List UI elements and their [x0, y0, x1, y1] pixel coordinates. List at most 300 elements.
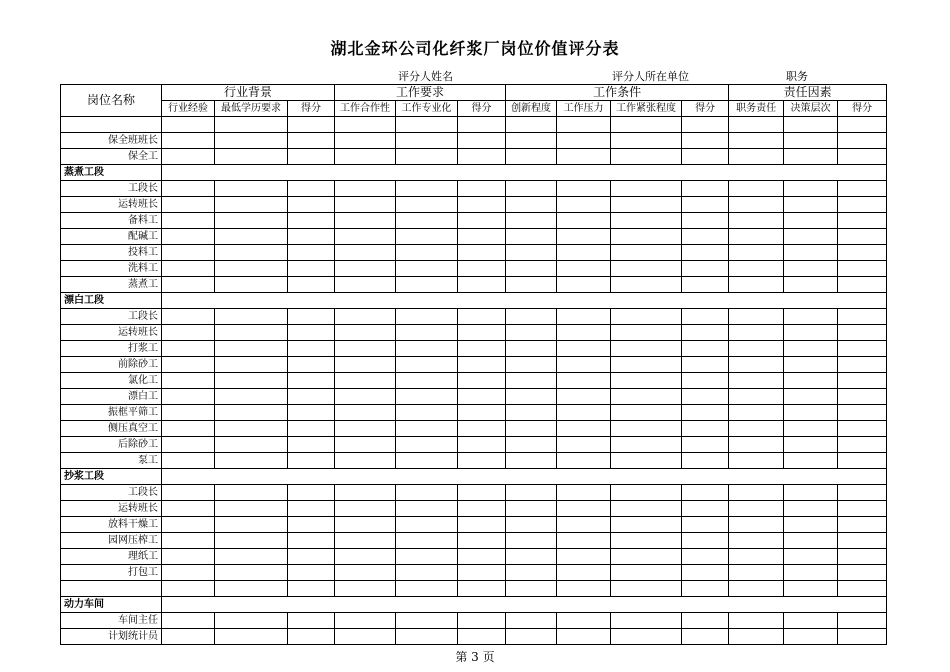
score-cell[interactable] [396, 133, 458, 149]
score-cell[interactable] [215, 341, 288, 357]
score-cell[interactable] [506, 213, 557, 229]
score-cell[interactable] [611, 533, 682, 549]
score-cell[interactable] [682, 357, 729, 373]
score-cell[interactable] [458, 213, 506, 229]
score-cell[interactable] [611, 405, 682, 421]
score-cell[interactable] [557, 581, 611, 597]
score-cell[interactable] [335, 533, 396, 549]
score-cell[interactable] [784, 453, 838, 469]
score-cell[interactable] [215, 277, 288, 293]
score-cell[interactable] [396, 261, 458, 277]
score-cell[interactable] [288, 213, 335, 229]
score-cell[interactable] [784, 181, 838, 197]
score-cell[interactable] [611, 517, 682, 533]
score-cell[interactable] [335, 629, 396, 645]
score-cell[interactable] [506, 485, 557, 501]
score-cell[interactable] [682, 437, 729, 453]
score-cell[interactable] [611, 453, 682, 469]
score-cell[interactable] [162, 629, 215, 645]
score-cell[interactable] [288, 149, 335, 165]
score-cell[interactable] [557, 485, 611, 501]
score-cell[interactable] [557, 613, 611, 629]
score-cell[interactable] [215, 245, 288, 261]
score-cell[interactable] [335, 341, 396, 357]
score-cell[interactable] [288, 325, 335, 341]
score-cell[interactable] [458, 421, 506, 437]
score-cell[interactable] [335, 485, 396, 501]
score-cell[interactable] [288, 421, 335, 437]
score-cell[interactable] [506, 581, 557, 597]
score-cell[interactable] [162, 197, 215, 213]
score-cell[interactable] [288, 565, 335, 581]
score-cell[interactable] [729, 421, 784, 437]
score-cell[interactable] [682, 453, 729, 469]
score-cell[interactable] [784, 245, 838, 261]
score-cell[interactable] [506, 261, 557, 277]
score-cell[interactable] [458, 197, 506, 213]
score-cell[interactable] [729, 309, 784, 325]
score-cell[interactable] [458, 405, 506, 421]
score-cell[interactable] [784, 325, 838, 341]
score-cell[interactable] [784, 229, 838, 245]
score-cell[interactable] [557, 421, 611, 437]
score-cell[interactable] [506, 517, 557, 533]
score-cell[interactable] [682, 213, 729, 229]
score-cell[interactable] [838, 309, 887, 325]
score-cell[interactable] [557, 133, 611, 149]
score-cell[interactable] [506, 389, 557, 405]
score-cell[interactable] [215, 565, 288, 581]
score-cell[interactable] [611, 485, 682, 501]
score-cell[interactable] [506, 565, 557, 581]
score-cell[interactable] [335, 581, 396, 597]
score-cell[interactable] [215, 581, 288, 597]
score-cell[interactable] [682, 197, 729, 213]
score-cell[interactable] [396, 117, 458, 133]
score-cell[interactable] [288, 341, 335, 357]
score-cell[interactable] [288, 613, 335, 629]
score-cell[interactable] [682, 133, 729, 149]
score-cell[interactable] [557, 453, 611, 469]
score-cell[interactable] [682, 325, 729, 341]
score-cell[interactable] [288, 501, 335, 517]
score-cell[interactable] [729, 405, 784, 421]
score-cell[interactable] [215, 117, 288, 133]
score-cell[interactable] [611, 565, 682, 581]
score-cell[interactable] [458, 261, 506, 277]
score-cell[interactable] [557, 309, 611, 325]
score-cell[interactable] [557, 325, 611, 341]
score-cell[interactable] [729, 277, 784, 293]
score-cell[interactable] [288, 261, 335, 277]
score-cell[interactable] [458, 277, 506, 293]
score-cell[interactable] [838, 405, 887, 421]
score-cell[interactable] [162, 181, 215, 197]
score-cell[interactable] [288, 117, 335, 133]
score-cell[interactable] [335, 405, 396, 421]
score-cell[interactable] [838, 485, 887, 501]
score-cell[interactable] [458, 309, 506, 325]
score-cell[interactable] [162, 437, 215, 453]
score-cell[interactable] [396, 277, 458, 293]
score-cell[interactable] [557, 389, 611, 405]
score-cell[interactable] [162, 549, 215, 565]
score-cell[interactable] [396, 245, 458, 261]
score-cell[interactable] [162, 213, 215, 229]
score-cell[interactable] [288, 229, 335, 245]
score-cell[interactable] [335, 149, 396, 165]
score-cell[interactable] [506, 277, 557, 293]
score-cell[interactable] [729, 197, 784, 213]
score-cell[interactable] [784, 565, 838, 581]
score-cell[interactable] [162, 613, 215, 629]
score-cell[interactable] [682, 373, 729, 389]
score-cell[interactable] [784, 501, 838, 517]
score-cell[interactable] [506, 133, 557, 149]
score-cell[interactable] [838, 181, 887, 197]
score-cell[interactable] [215, 453, 288, 469]
score-cell[interactable] [288, 373, 335, 389]
score-cell[interactable] [162, 565, 215, 581]
score-cell[interactable] [838, 389, 887, 405]
score-cell[interactable] [458, 453, 506, 469]
score-cell[interactable] [335, 325, 396, 341]
score-cell[interactable] [396, 389, 458, 405]
score-cell[interactable] [288, 197, 335, 213]
score-cell[interactable] [162, 325, 215, 341]
score-cell[interactable] [729, 181, 784, 197]
score-cell[interactable] [611, 581, 682, 597]
score-cell[interactable] [784, 405, 838, 421]
score-cell[interactable] [557, 341, 611, 357]
score-cell[interactable] [396, 357, 458, 373]
score-cell[interactable] [396, 341, 458, 357]
score-cell[interactable] [335, 437, 396, 453]
score-cell[interactable] [611, 277, 682, 293]
score-cell[interactable] [506, 245, 557, 261]
score-cell[interactable] [215, 213, 288, 229]
score-cell[interactable] [458, 341, 506, 357]
score-cell[interactable] [729, 501, 784, 517]
score-cell[interactable] [682, 549, 729, 565]
score-cell[interactable] [335, 565, 396, 581]
score-cell[interactable] [784, 277, 838, 293]
score-cell[interactable] [396, 405, 458, 421]
score-cell[interactable] [682, 149, 729, 165]
score-cell[interactable] [458, 133, 506, 149]
score-cell[interactable] [162, 373, 215, 389]
score-cell[interactable] [729, 517, 784, 533]
score-cell[interactable] [506, 453, 557, 469]
score-cell[interactable] [335, 213, 396, 229]
score-cell[interactable] [557, 533, 611, 549]
score-cell[interactable] [396, 309, 458, 325]
score-cell[interactable] [335, 453, 396, 469]
score-cell[interactable] [162, 421, 215, 437]
score-cell[interactable] [784, 613, 838, 629]
score-cell[interactable] [288, 357, 335, 373]
score-cell[interactable] [682, 245, 729, 261]
score-cell[interactable] [335, 373, 396, 389]
score-cell[interactable] [729, 485, 784, 501]
score-cell[interactable] [396, 581, 458, 597]
score-cell[interactable] [506, 149, 557, 165]
score-cell[interactable] [557, 117, 611, 133]
score-cell[interactable] [215, 437, 288, 453]
score-cell[interactable] [682, 181, 729, 197]
score-cell[interactable] [682, 501, 729, 517]
score-cell[interactable] [729, 261, 784, 277]
score-cell[interactable] [458, 613, 506, 629]
score-cell[interactable] [557, 629, 611, 645]
score-cell[interactable] [682, 309, 729, 325]
score-cell[interactable] [288, 405, 335, 421]
score-cell[interactable] [288, 517, 335, 533]
score-cell[interactable] [396, 421, 458, 437]
score-cell[interactable] [458, 517, 506, 533]
score-cell[interactable] [458, 533, 506, 549]
score-cell[interactable] [162, 277, 215, 293]
score-cell[interactable] [458, 485, 506, 501]
score-cell[interactable] [784, 581, 838, 597]
score-cell[interactable] [729, 437, 784, 453]
score-cell[interactable] [215, 357, 288, 373]
score-cell[interactable] [162, 229, 215, 245]
score-cell[interactable] [611, 133, 682, 149]
score-cell[interactable] [557, 245, 611, 261]
score-cell[interactable] [682, 517, 729, 533]
score-cell[interactable] [215, 261, 288, 277]
score-cell[interactable] [611, 549, 682, 565]
score-cell[interactable] [396, 533, 458, 549]
score-cell[interactable] [838, 357, 887, 373]
score-cell[interactable] [838, 581, 887, 597]
score-cell[interactable] [162, 117, 215, 133]
score-cell[interactable] [838, 213, 887, 229]
score-cell[interactable] [335, 229, 396, 245]
score-cell[interactable] [162, 581, 215, 597]
score-cell[interactable] [288, 437, 335, 453]
score-cell[interactable] [335, 277, 396, 293]
score-cell[interactable] [784, 309, 838, 325]
score-cell[interactable] [838, 565, 887, 581]
score-cell[interactable] [838, 197, 887, 213]
score-cell[interactable] [396, 149, 458, 165]
score-cell[interactable] [557, 373, 611, 389]
score-cell[interactable] [506, 629, 557, 645]
score-cell[interactable] [215, 517, 288, 533]
score-cell[interactable] [729, 453, 784, 469]
score-cell[interactable] [729, 133, 784, 149]
score-cell[interactable] [611, 261, 682, 277]
score-cell[interactable] [396, 485, 458, 501]
score-cell[interactable] [729, 213, 784, 229]
score-cell[interactable] [611, 373, 682, 389]
score-cell[interactable] [784, 261, 838, 277]
score-cell[interactable] [396, 325, 458, 341]
score-cell[interactable] [729, 245, 784, 261]
score-cell[interactable] [611, 149, 682, 165]
score-cell[interactable] [838, 325, 887, 341]
score-cell[interactable] [611, 613, 682, 629]
score-cell[interactable] [784, 117, 838, 133]
score-cell[interactable] [682, 261, 729, 277]
score-cell[interactable] [162, 341, 215, 357]
score-cell[interactable] [729, 149, 784, 165]
score-cell[interactable] [215, 533, 288, 549]
score-cell[interactable] [288, 453, 335, 469]
score-cell[interactable] [611, 357, 682, 373]
score-cell[interactable] [506, 613, 557, 629]
score-cell[interactable] [396, 213, 458, 229]
score-cell[interactable] [396, 549, 458, 565]
score-cell[interactable] [335, 133, 396, 149]
score-cell[interactable] [162, 261, 215, 277]
score-cell[interactable] [458, 117, 506, 133]
score-cell[interactable] [458, 373, 506, 389]
score-cell[interactable] [611, 181, 682, 197]
score-cell[interactable] [611, 389, 682, 405]
score-cell[interactable] [729, 389, 784, 405]
score-cell[interactable] [838, 517, 887, 533]
score-cell[interactable] [335, 245, 396, 261]
score-cell[interactable] [288, 485, 335, 501]
score-cell[interactable] [162, 517, 215, 533]
score-cell[interactable] [557, 517, 611, 533]
score-cell[interactable] [784, 485, 838, 501]
score-cell[interactable] [458, 149, 506, 165]
score-cell[interactable] [557, 213, 611, 229]
score-cell[interactable] [162, 357, 215, 373]
score-cell[interactable] [215, 405, 288, 421]
score-cell[interactable] [729, 629, 784, 645]
score-cell[interactable] [611, 117, 682, 133]
score-cell[interactable] [396, 629, 458, 645]
score-cell[interactable] [396, 613, 458, 629]
score-cell[interactable] [557, 405, 611, 421]
score-cell[interactable] [506, 181, 557, 197]
score-cell[interactable] [611, 213, 682, 229]
score-cell[interactable] [215, 149, 288, 165]
score-cell[interactable] [557, 261, 611, 277]
score-cell[interactable] [729, 613, 784, 629]
score-cell[interactable] [784, 133, 838, 149]
score-cell[interactable] [506, 309, 557, 325]
score-cell[interactable] [506, 549, 557, 565]
score-cell[interactable] [215, 421, 288, 437]
score-cell[interactable] [682, 613, 729, 629]
score-cell[interactable] [458, 229, 506, 245]
score-cell[interactable] [784, 533, 838, 549]
score-cell[interactable] [729, 341, 784, 357]
score-cell[interactable] [682, 389, 729, 405]
score-cell[interactable] [682, 581, 729, 597]
score-cell[interactable] [838, 261, 887, 277]
score-cell[interactable] [335, 421, 396, 437]
score-cell[interactable] [396, 437, 458, 453]
score-cell[interactable] [784, 341, 838, 357]
score-cell[interactable] [557, 181, 611, 197]
score-cell[interactable] [288, 389, 335, 405]
score-cell[interactable] [162, 245, 215, 261]
score-cell[interactable] [729, 229, 784, 245]
score-cell[interactable] [838, 613, 887, 629]
score-cell[interactable] [838, 629, 887, 645]
score-cell[interactable] [557, 437, 611, 453]
score-cell[interactable] [288, 549, 335, 565]
score-cell[interactable] [682, 485, 729, 501]
score-cell[interactable] [838, 117, 887, 133]
score-cell[interactable] [611, 501, 682, 517]
score-cell[interactable] [215, 373, 288, 389]
score-cell[interactable] [396, 453, 458, 469]
score-cell[interactable] [729, 581, 784, 597]
score-cell[interactable] [458, 245, 506, 261]
score-cell[interactable] [335, 309, 396, 325]
score-cell[interactable] [729, 533, 784, 549]
score-cell[interactable] [838, 437, 887, 453]
score-cell[interactable] [682, 533, 729, 549]
score-cell[interactable] [784, 197, 838, 213]
score-cell[interactable] [838, 341, 887, 357]
score-cell[interactable] [557, 501, 611, 517]
score-cell[interactable] [557, 197, 611, 213]
score-cell[interactable] [162, 533, 215, 549]
score-cell[interactable] [335, 181, 396, 197]
score-cell[interactable] [611, 229, 682, 245]
score-cell[interactable] [784, 549, 838, 565]
score-cell[interactable] [458, 181, 506, 197]
score-cell[interactable] [215, 133, 288, 149]
score-cell[interactable] [784, 629, 838, 645]
score-cell[interactable] [557, 357, 611, 373]
score-cell[interactable] [506, 325, 557, 341]
score-cell[interactable] [458, 581, 506, 597]
score-cell[interactable] [729, 549, 784, 565]
score-cell[interactable] [838, 533, 887, 549]
score-cell[interactable] [288, 181, 335, 197]
score-cell[interactable] [611, 309, 682, 325]
score-cell[interactable] [335, 357, 396, 373]
score-cell[interactable] [557, 549, 611, 565]
score-cell[interactable] [729, 117, 784, 133]
score-cell[interactable] [162, 389, 215, 405]
score-cell[interactable] [611, 421, 682, 437]
score-cell[interactable] [396, 197, 458, 213]
score-cell[interactable] [288, 277, 335, 293]
score-cell[interactable] [396, 517, 458, 533]
score-cell[interactable] [506, 117, 557, 133]
score-cell[interactable] [215, 389, 288, 405]
score-cell[interactable] [335, 261, 396, 277]
score-cell[interactable] [838, 245, 887, 261]
score-cell[interactable] [506, 197, 557, 213]
score-cell[interactable] [557, 277, 611, 293]
score-cell[interactable] [162, 133, 215, 149]
score-cell[interactable] [838, 453, 887, 469]
score-cell[interactable] [458, 629, 506, 645]
score-cell[interactable] [458, 357, 506, 373]
score-cell[interactable] [396, 501, 458, 517]
score-cell[interactable] [784, 357, 838, 373]
score-cell[interactable] [784, 389, 838, 405]
score-cell[interactable] [396, 229, 458, 245]
score-cell[interactable] [215, 613, 288, 629]
score-cell[interactable] [682, 421, 729, 437]
score-cell[interactable] [784, 149, 838, 165]
score-cell[interactable] [784, 373, 838, 389]
score-cell[interactable] [682, 341, 729, 357]
